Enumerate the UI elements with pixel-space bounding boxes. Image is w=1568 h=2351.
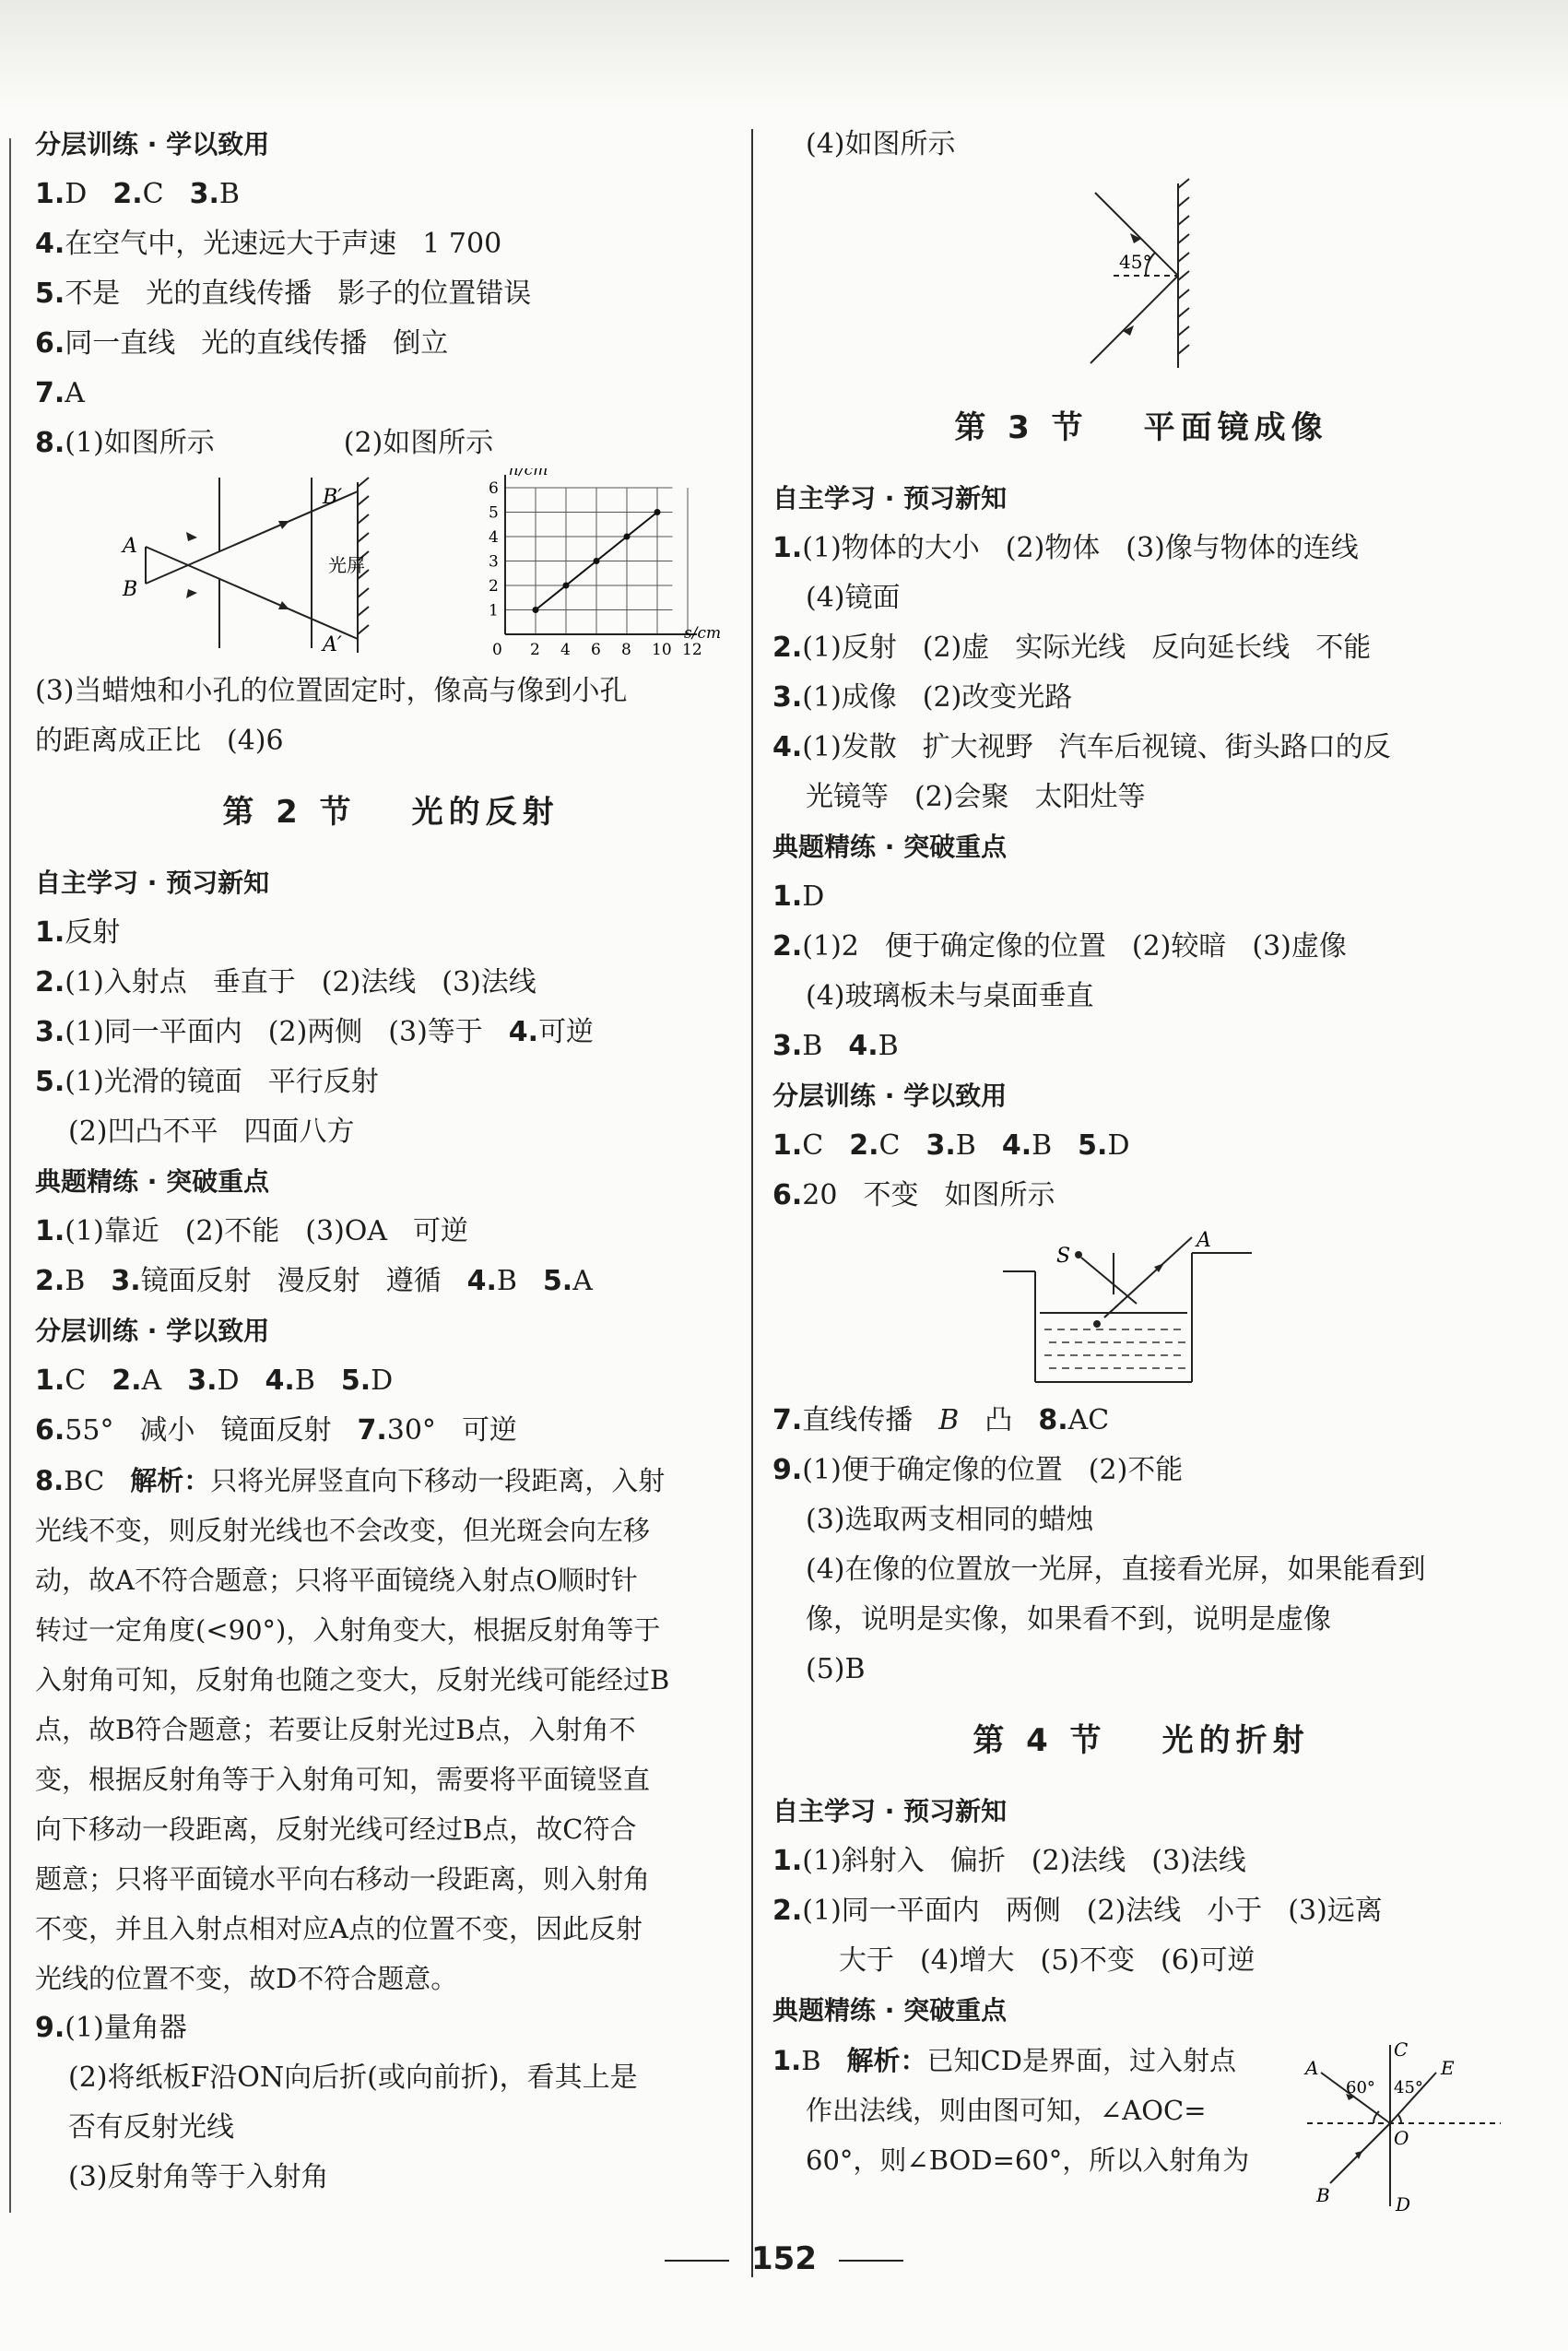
explanation-text: 1.B 解析：已知CD是界面，过入射点 作出法线，则由图可知，∠AOC= 60°，则∠BOD=60°，所以入射角为 [772,2045,1250,2176]
mirror-reflection-svg [772,170,1510,382]
point-S [1075,1251,1082,1258]
pinhole-and-graph-svg [35,468,747,667]
label-45: 45° [1394,2078,1423,2097]
section-title-3: 第 3 节 平面镜成像 [954,409,1328,446]
y-tick-label: 5 [489,503,499,523]
arrow-mark [186,589,197,598]
section-heading: 自主学习 · 预习新知 [35,868,270,898]
answer-line: 6.55° 减小 镜面反射 7.30° 可逆 [35,1414,517,1447]
label-A-prime: A′ [323,633,342,656]
answer-line-5: 5.不是 光的直线传播 影子的位置错误 [35,278,532,310]
answer-line: 1.D [772,880,825,913]
label-B: B [1316,2184,1330,2206]
answer-line: 7.直线传播 B 凸 8.AC [772,1404,1110,1436]
answer-line: (5)B [806,1653,866,1685]
answer-line: 4.(1)发散 扩大视野 汽车后视镜、街头路口的反 [772,731,1391,763]
answer-line: 3.B 4.B [772,1030,899,1062]
answer-line: 2.(1)反射 (2)虚 实际光线 反向延长线 不能 [772,632,1372,664]
answer-line: 5.(1)光滑的镜面 平行反射 [35,1066,379,1098]
answer-line: 1.C 2.A 3.D 4.B 5.D [35,1365,394,1397]
answer-line: 9.(1)量角器 [35,2012,187,2044]
answer-line: 1.(1)靠近 (2)不能 (3)OA 可逆 [35,1215,469,1247]
section-heading: 分层训练 · 学以致用 [35,1316,270,1346]
data-point [533,607,539,613]
x-tick-label: 4 [560,641,571,659]
label-C: C [1394,2038,1409,2061]
explanation-refraction [772,2036,1510,2215]
label-A: A [1197,1229,1211,1252]
answer-line-1: 1.D 2.C 3.B [35,178,240,210]
section-heading: 典题精练 · 突破重点 [772,1995,1008,2026]
label-A: A [123,535,137,558]
section-title-2: 第 2 节 光的反射 [222,794,560,831]
binding-edge-line [9,138,11,2213]
answer-line: (3)选取两支相同的蜡烛 [806,1504,1094,1536]
refraction-figure [1298,2036,1510,2220]
answer-line: 大于 (4)增大 (5)不变 (6)可逆 [839,1944,1256,1977]
x-tick-label: 12 [682,641,702,659]
point-S-image [1093,1320,1101,1328]
data-point [654,509,661,515]
x-tick-label: 10 [652,641,672,659]
right-column [772,120,1510,2215]
answer-line: 1.C 2.C 3.B 4.B 5.D [772,1129,1130,1162]
answer-line: (3)反射角等于入射角 [68,2161,329,2193]
answer-line: 1.(1)斜射入 偏折 (2)法线 (3)法线 [772,1845,1246,1877]
section-title-4: 第 4 节 光的折射 [973,1722,1310,1759]
answer-line: (4)玻璃板未与桌面垂直 [806,980,1094,1012]
answer-line-8-3b: 的距离成正比 (4)6 [35,725,284,757]
y-tick-label: 2 [489,577,499,596]
y-tick-label: 1 [489,601,499,620]
answer-line: 2.B 3.镜面反射 漫反射 遵循 4.B 5.A [35,1265,593,1297]
answer-line: (2)将纸板F沿ON向后折(或向前折)，看其上是 [68,2062,638,2094]
answer-line: (2)凹凸不平 四面八方 [68,1116,355,1148]
section-heading: 自主学习 · 预习新知 [772,1796,1008,1826]
arrow-mark [186,532,197,541]
answer-line: 2.(1)入射点 垂直于 (2)法线 (3)法线 [35,966,536,998]
label-S: S [1056,1245,1071,1268]
x-tick-label: 8 [621,641,631,659]
label-B-prime: B′ [323,486,343,509]
label-E: E [1441,2057,1455,2079]
y-tick-label: 6 [489,479,499,498]
section-heading: 典题精练 · 突破重点 [772,832,1008,862]
label-D: D [1396,2193,1411,2215]
page-number: 152 [0,2240,1568,2277]
water-image-svg [772,1221,1510,1396]
answer-line: (4)在像的位置放一光屏，直接看光屏，如果能看到 [806,1554,1426,1586]
section-heading: 分层训练 · 学以致用 [35,129,270,159]
answer-line-8: 8.(1)如图所示 (2)如图所示 [35,427,494,459]
y-tick-label: 4 [489,528,499,547]
x-tick-label: 2 [530,641,540,659]
answer-line: 2.(1)2 便于确定像的位置 (2)较暗 (3)虚像 [772,930,1347,963]
answer-line-7: 7.A [35,377,85,409]
section-heading: 分层训练 · 学以致用 [772,1081,1008,1111]
figure-water-image [772,1221,1510,1396]
label-B: B [123,578,138,601]
answer-line: 9.(1)便于确定像的位置 (2)不能 [772,1454,1184,1486]
data-point [594,558,600,564]
answer-line: 1.(1)物体的大小 (2)物体 (3)像与物体的连线 [772,532,1359,564]
answer-line: 2.(1)同一平面内 两侧 (2)法线 小于 (3)远离 [772,1895,1383,1927]
answer-line: (4)如图所示 [806,128,956,160]
answer-line: 3.(1)成像 (2)改变光路 [772,681,1073,714]
answer-line: 6.20 不变 如图所示 [772,1179,1055,1211]
figure-pinhole-and-graph [35,468,747,667]
y-axis-label: h/cm [509,468,548,479]
answer-line: 1.反射 [35,916,121,949]
x-tick-label: 0 [492,641,502,659]
section-heading: 自主学习 · 预习新知 [772,483,1008,514]
section-heading: 典题精练 · 突破重点 [35,1166,270,1197]
answer-line: 光镜等 (2)会聚 太阳灶等 [806,781,1146,813]
answer-line: 3.(1)同一平面内 (2)两侧 (3)等于 4.可逆 [35,1016,595,1048]
x-axis-label: s/cm [684,624,722,643]
label-A: A [1305,2057,1319,2079]
explanation-8: 8.BC 解析：只将光屏竖直向下移动一段距离，入射 光线不变，则反射光线也不会改变，但光斑会向左移 动，故A不符合题意；只将平面镜绕入射点O顺时针 转过一定角度(<90°)，入射角变大，根据反射角等于 入射角可知，反射角也随之变大，反射光线可能经过B 点，故B符合题意；若要让反射光过B点，入射角不 变，根据反射角等于入射角可知，需要将平面镜竖直 向下移动一段距离，反射光线可经过B点，故C符合 题意；只将平面镜水平向右移动一段距离，则入射角 不变，并且入射点相对应A点的位置不变，因此反射 光线的位置不变，故D不符合题意。 [35,1465,670,1994]
water-hatching [1044,1329,1185,1368]
x-tick-label: 6 [591,641,601,659]
answer-line-8-3a: (3)当蜡烛和小孔的位置固定时，像高与像到小孔 [35,675,628,707]
height-distance-chart [489,468,721,659]
y-tick-label: 3 [489,552,499,572]
scan-top-band [0,0,1568,111]
left-column [35,120,747,2203]
data-point [563,583,570,589]
arrow-mark [1130,233,1141,243]
angle-label: 45° [1119,251,1152,273]
column-divider [751,129,753,2277]
answer-line: (4)镜面 [806,582,901,614]
answer-line-4: 4.在空气中，光速远大于声速 1 700 [35,228,502,260]
answer-line: 像，说明是实像，如果看不到，说明是虚像 [806,1603,1331,1636]
label-O: O [1394,2127,1409,2149]
figure-mirror-reflection [772,170,1510,382]
answer-line: 否有反射光线 [68,2111,234,2144]
label-60: 60° [1346,2078,1375,2097]
label-screen: 光屏 [328,554,365,576]
arrow-mark [1123,325,1134,336]
data-point [624,534,631,540]
answer-line-6: 6.同一直线 光的直线传播 倒立 [35,327,449,360]
